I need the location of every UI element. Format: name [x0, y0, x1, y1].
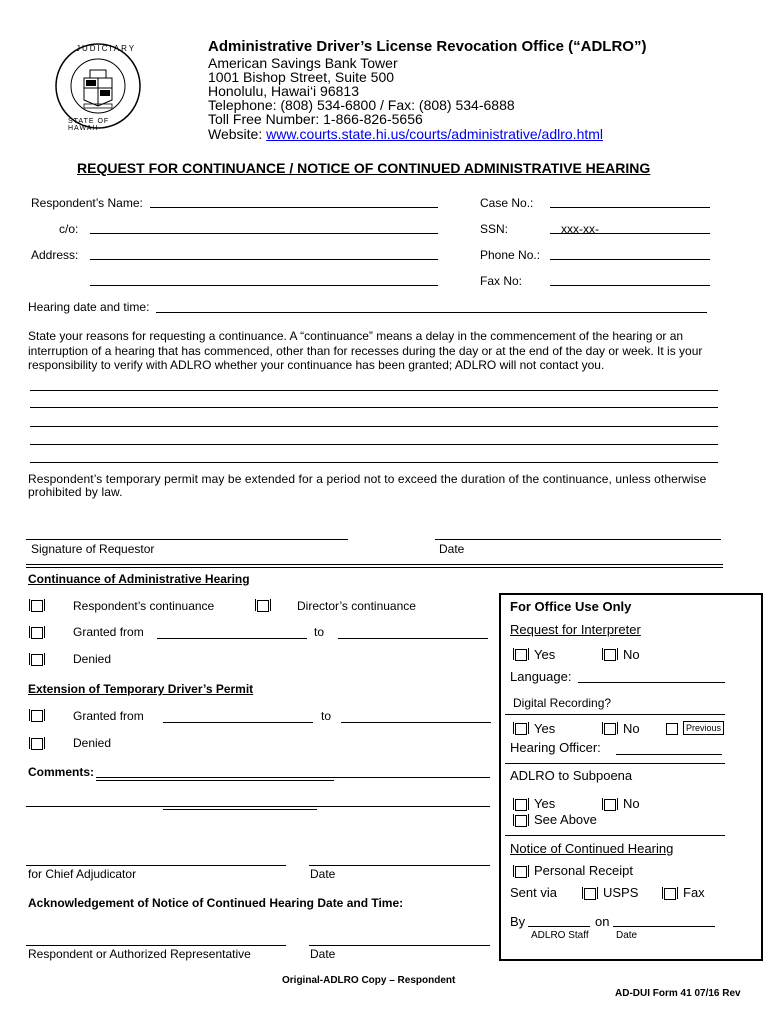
continuance-granted-label: Granted from	[73, 625, 144, 639]
personal-receipt-label: Personal Receipt	[534, 863, 633, 878]
chief-date-label: Date	[310, 867, 336, 881]
reasons-paragraph: State your reasons for requesting a continuance. A “continuance” means a delay in the commencement of the hearing or an interruption of a hearing that has commenced, other than for recesses during the day or at the end of the day or week. It is your responsibility to verify with ADLRO whether your continuance has been granted; ADLRO will not contact you.	[28, 329, 703, 372]
extension-denied-checkbox[interactable]	[31, 738, 43, 750]
address-field-2[interactable]	[90, 285, 438, 286]
co-label: c/o:	[59, 222, 79, 236]
previous-checkbox[interactable]	[666, 723, 678, 735]
interpreter-heading: Request for Interpreter	[510, 622, 641, 637]
interpreter-yes-checkbox[interactable]	[515, 649, 527, 661]
ssn-field[interactable]	[550, 233, 710, 234]
subpoena-no-label: No	[623, 796, 640, 811]
divider-2	[26, 567, 723, 568]
respondent-name-label: Respondent’s Name:	[31, 196, 143, 210]
hearing-officer-label: Hearing Officer:	[510, 740, 601, 755]
website	[208, 126, 603, 142]
reason-line-5[interactable]	[30, 462, 718, 463]
reason-line-2[interactable]	[30, 407, 718, 408]
adlro-staff-label: ADLRO Staff	[531, 930, 589, 941]
respondent-signature-label: Respondent or Authorized Representative	[28, 947, 251, 961]
ssn-value: xxx-xx-	[561, 222, 599, 236]
form-title: REQUEST FOR CONTINUANCE / NOTICE OF CONTINUED ADMINISTRATIVE HEARING	[77, 160, 651, 176]
fax-label: Fax	[683, 885, 705, 900]
address-field-1[interactable]	[90, 259, 438, 260]
by-field[interactable]	[528, 926, 590, 927]
interpreter-no-checkbox[interactable]	[604, 649, 616, 661]
respondents-continuance-checkbox[interactable]	[31, 600, 43, 612]
recording-yes-checkbox[interactable]	[515, 723, 527, 735]
extension-granted-checkbox[interactable]	[31, 710, 43, 722]
continuance-denied-label: Denied	[73, 652, 112, 666]
comments-field-2b	[163, 809, 317, 810]
subpoena-no-checkbox[interactable]	[604, 799, 616, 811]
recording-no-checkbox[interactable]	[604, 723, 616, 735]
interpreter-no-label: No	[623, 647, 640, 662]
address-label: Address:	[31, 248, 79, 262]
continuance-granted-checkbox[interactable]	[31, 627, 43, 639]
continuance-granted-from-field[interactable]	[157, 638, 307, 639]
website-link[interactable]: www.courts.state.hi.us/courts/administrative/adlro.html	[266, 126, 604, 142]
telephone: Telephone: (808) 534-6800 / Fax: (808) 534-6888	[208, 97, 515, 113]
extension-granted-from-field[interactable]	[163, 722, 313, 723]
continuance-heading: Continuance of Administrative Hearing	[28, 572, 250, 586]
on-field[interactable]	[613, 926, 715, 927]
address-line-1: American Savings Bank Tower	[208, 55, 398, 71]
respondent-signature-field[interactable]	[26, 945, 286, 946]
previous-box: Previous	[683, 721, 724, 735]
notice-heading: Notice of Continued Hearing	[510, 841, 674, 856]
recording-yes-label: Yes	[534, 721, 556, 736]
interpreter-yes-label: Yes	[534, 647, 556, 662]
address-line-2: 1001 Bishop Street, Suite 500	[208, 69, 395, 85]
fax-checkbox[interactable]	[664, 888, 676, 900]
hearing-date-label: Hearing date and time:	[28, 300, 150, 314]
language-label: Language:	[510, 669, 572, 684]
seal-top-text: JUDICIARY	[76, 44, 137, 53]
co-field[interactable]	[90, 233, 438, 234]
continuance-to-label: to	[314, 625, 325, 639]
digital-recording-divider	[505, 714, 725, 715]
subpoena-yes-label: Yes	[534, 796, 556, 811]
comments-label: Comments:	[28, 765, 95, 779]
copies-footer: Original-ADLRO Copy – Respondent	[282, 975, 456, 986]
continuance-denied-checkbox[interactable]	[31, 654, 43, 666]
signature-date-label: Date	[439, 542, 465, 556]
language-field[interactable]	[578, 682, 725, 683]
signature-field[interactable]	[26, 539, 348, 540]
case-no-field[interactable]	[550, 207, 710, 208]
office-date-label: Date	[616, 930, 638, 941]
case-no-label: Case No.:	[480, 196, 534, 210]
office-use-title: For Office Use Only	[510, 599, 632, 614]
signature-date-field[interactable]	[435, 539, 721, 540]
directors-continuance-label: Director’s continuance	[297, 599, 416, 613]
comments-field-2[interactable]	[26, 806, 490, 807]
judiciary-seal	[54, 42, 142, 130]
chief-label: for Chief Adjudicator	[28, 867, 137, 881]
notice-divider	[505, 835, 725, 836]
office-title: Administrative Driver’s License Revocation Office (“ADLRO”)	[208, 38, 647, 55]
respondent-name-field[interactable]	[150, 207, 438, 208]
phone-no-label: Phone No.:	[480, 248, 541, 262]
divider-1	[26, 564, 723, 565]
hearing-officer-field[interactable]	[616, 754, 722, 755]
reason-line-3[interactable]	[30, 426, 718, 427]
respondents-continuance-label: Respondent’s continuance	[73, 599, 215, 613]
website-label: Website:	[208, 126, 267, 142]
extension-granted-to-field[interactable]	[341, 722, 491, 723]
subpoena-heading: ADLRO to Subpoena	[510, 768, 633, 783]
reason-line-1[interactable]	[30, 390, 718, 391]
comments-field-1b	[96, 780, 334, 781]
reason-line-4[interactable]	[30, 444, 718, 445]
digital-recording-label: Digital Recording?	[513, 696, 612, 710]
seal-bottom-text: STATE OF HAWAII	[68, 118, 110, 132]
recording-no-label: No	[623, 721, 640, 736]
continuance-granted-to-field[interactable]	[338, 638, 488, 639]
phone-no-field[interactable]	[550, 259, 710, 260]
on-label: on	[595, 914, 610, 929]
toll-free: Toll Free Number: 1-866-826-5656	[208, 111, 423, 127]
acknowledgement-label: Acknowledgement of Notice of Continued Hearing Date and Time:	[28, 896, 404, 910]
fax-no-label: Fax No:	[480, 274, 523, 288]
form-number: AD-DUI Form 41 07/16 Rev	[615, 988, 741, 999]
see-above-checkbox[interactable]	[515, 815, 527, 827]
extension-granted-label: Granted from	[73, 709, 144, 723]
ssn-label: SSN:	[480, 222, 509, 236]
extension-heading: Extension of Temporary Driver’s Permit	[28, 682, 254, 696]
chief-signature-field[interactable]	[26, 865, 286, 866]
by-label: By	[510, 914, 526, 929]
subpoena-yes-checkbox[interactable]	[515, 799, 527, 811]
signature-label: Signature of Requestor	[31, 542, 155, 556]
subpoena-divider	[505, 763, 725, 764]
usps-label: USPS	[603, 885, 639, 900]
permit-paragraph: Respondent’s temporary permit may be extended for a period not to exceed the duration of the continuance, unless otherwise prohibited by law.	[28, 472, 707, 499]
directors-continuance-checkbox[interactable]	[257, 600, 269, 612]
see-above-label: See Above	[534, 812, 597, 827]
fax-no-field[interactable]	[550, 285, 710, 286]
address-line-3: Honolulu, Hawai‘i 96813	[208, 83, 359, 99]
usps-checkbox[interactable]	[584, 888, 596, 900]
respondent-date-field[interactable]	[309, 945, 490, 946]
extension-denied-label: Denied	[73, 736, 112, 750]
personal-receipt-checkbox[interactable]	[515, 866, 527, 878]
extension-to-label: to	[321, 709, 332, 723]
sent-via-label: Sent via	[510, 885, 557, 900]
comments-field-1[interactable]	[96, 777, 490, 778]
hearing-date-field[interactable]	[156, 312, 707, 313]
respondent-date-label: Date	[310, 947, 336, 961]
chief-date-field[interactable]	[309, 865, 490, 866]
